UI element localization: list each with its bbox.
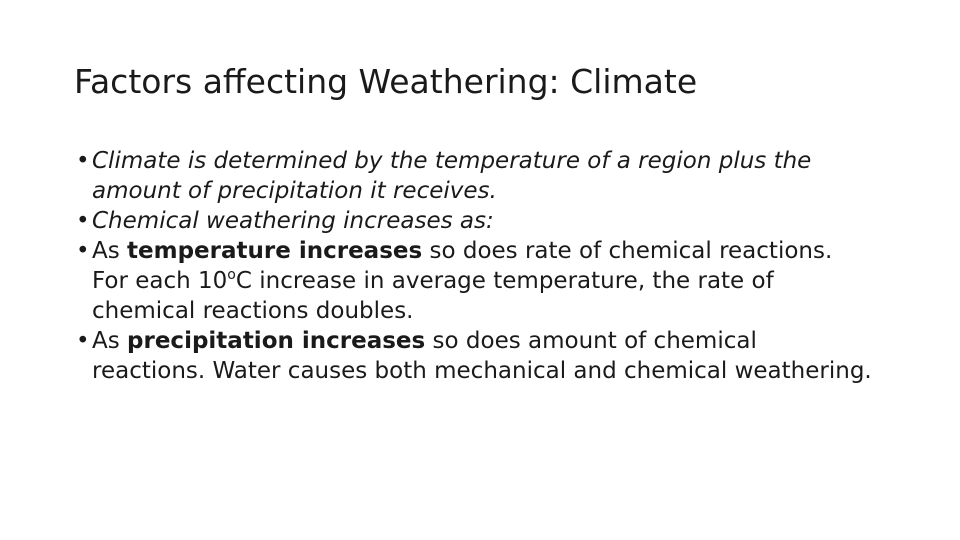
degree-superscript: o bbox=[227, 267, 236, 283]
bullet-glyph: • bbox=[76, 328, 90, 354]
bullet-text: Climate is determined by the temperature of a region plus the amount of precipitation it receives. bbox=[92, 148, 812, 204]
bullet-text-continued: C increase in average temperature, the rate of chemical reactions doubles. bbox=[92, 268, 774, 324]
bullet-item-chemical-weathering bbox=[74, 206, 874, 236]
bullet-glyph: • bbox=[76, 148, 90, 174]
bullet-text: Chemical weathering increases as: bbox=[92, 208, 494, 234]
bullet-item-precipitation bbox=[74, 326, 874, 386]
bullet-list bbox=[74, 146, 874, 386]
bullet-prefix: As bbox=[92, 328, 128, 354]
bullet-item-climate-definition bbox=[74, 146, 874, 206]
bullet-prefix: As bbox=[92, 238, 128, 264]
bullet-emphasis: precipitation increases bbox=[127, 328, 426, 354]
bullet-text: so does amount of chemical reactions. Water causes both mechanical and chemical weathering. bbox=[92, 328, 872, 384]
bullet-text: so does rate of chemical reactions. For each 10 bbox=[92, 238, 833, 294]
bullet-item-temperature bbox=[74, 236, 874, 326]
slide-title: Factors affecting Weathering: Climate bbox=[74, 62, 698, 101]
bullet-emphasis: temperature increases bbox=[127, 238, 423, 264]
bullet-glyph: • bbox=[76, 238, 90, 264]
bullet-glyph: • bbox=[76, 208, 90, 234]
